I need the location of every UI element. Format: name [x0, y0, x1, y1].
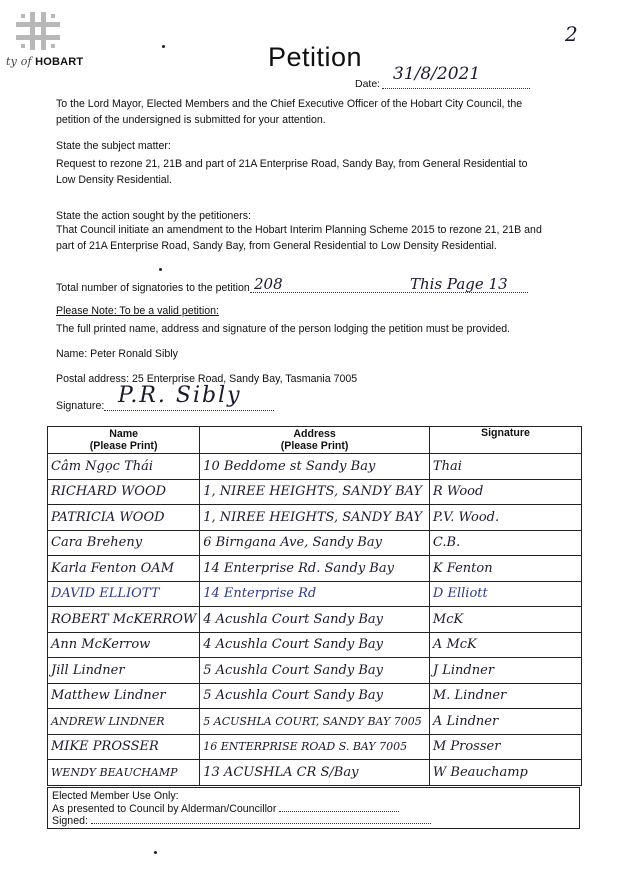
intro-line-2: petition of the undersigned is submitted for your attention. — [56, 114, 326, 126]
date-value: 31/8/2021 — [393, 64, 481, 84]
page-signatory-count: This Page 13 — [410, 275, 508, 293]
name-header-line-2: (Please Print) — [89, 440, 158, 452]
page-title: Petition — [268, 42, 363, 72]
signatory-name: WENDY BEAUCHAMP — [48, 760, 200, 786]
lodger-address-value: 25 Enterprise Road, Sandy Bay, Tasmania 7005 — [131, 373, 358, 385]
signatory-address: 1, NIREE HEIGHTS, SANDY BAY — [200, 505, 430, 531]
signatory-name: Ann McKerrow — [48, 632, 200, 658]
signatory-signature: A Lindner — [429, 709, 581, 735]
action-line-2: part of 21A Enterprise Road, Sandy Bay, from General Residential to Low Density Residential. — [56, 240, 497, 252]
signatory-signature: Thai — [429, 454, 581, 480]
signatory-signature: R Wood — [429, 479, 581, 505]
signatory-address: 14 Enterprise Rd — [200, 581, 430, 607]
lodger-name-value: Peter Ronald Sibly — [90, 348, 178, 360]
signatory-address: 4 Acushla Court Sandy Bay — [200, 632, 430, 658]
signatory-name: Cara Breheny — [48, 530, 200, 556]
table-row — [48, 505, 582, 531]
signatory-address: 14 Enterprise Rd. Sandy Bay — [200, 556, 430, 582]
signatory-address: 6 Birngana Ave, Sandy Bay — [200, 530, 430, 556]
signatory-signature: J Lindner — [429, 658, 581, 684]
table-row — [48, 454, 582, 480]
total-signatories-value: 208 — [254, 275, 283, 293]
total-signatories-label: Total number of signatories to the petition — [56, 282, 250, 294]
signatory-name: DAVID ELLIOTT — [48, 581, 200, 607]
subject-line-1: Request to rezone 21, 21B and part of 21A Enterprise Road, Sandy Bay, from General Residential to — [56, 158, 528, 170]
action-label: State the action sought by the petitioners: — [56, 210, 251, 222]
lodger-signature: P.R. Sibly — [118, 383, 242, 408]
member-signed-label: Signed: — [52, 815, 88, 827]
table-row — [48, 581, 582, 607]
table-row — [48, 658, 582, 684]
signatory-address: 16 ENTERPRISE ROAD S. BAY 7005 — [200, 734, 430, 760]
table-row — [48, 479, 582, 505]
table-row — [48, 556, 582, 582]
signatory-signature: McK — [429, 607, 581, 633]
signatory-address: 10 Beddome st Sandy Bay — [200, 454, 430, 480]
logo-text-main: HOBART — [35, 56, 84, 68]
scan-speck — [154, 851, 157, 854]
signatory-signature: P.V. Wood. — [429, 505, 581, 531]
signatory-address: 13 ACUSHLA CR S/Bay — [200, 760, 430, 786]
subject-text — [56, 156, 528, 188]
signatory-name: Karla Fenton OAM — [48, 556, 200, 582]
scan-speck — [159, 268, 162, 271]
table-row — [48, 683, 582, 709]
name-column-header — [48, 427, 200, 454]
signatory-signature: M. Lindner — [429, 683, 581, 709]
signatory-address: 5 Acushla Court Sandy Bay — [200, 683, 430, 709]
date-line — [382, 88, 530, 89]
logo-text-prefix: ty of — [6, 55, 32, 68]
signatory-signature: M Prosser — [429, 734, 581, 760]
signatory-name: Jill Lindner — [48, 658, 200, 684]
address-header-line-2: (Please Print) — [280, 440, 349, 452]
signatories-table — [47, 426, 582, 786]
member-presented-label: As presented to Council by Alderman/Councillor — [52, 802, 277, 815]
signatory-address: 5 Acushla Court Sandy Bay — [200, 658, 430, 684]
signature-column-header: Signature — [429, 427, 581, 454]
lodger-signature-label: Signature: — [56, 400, 105, 412]
address-column-header — [200, 427, 430, 454]
address-header-line-1: Address — [293, 428, 336, 440]
signatory-address: 5 ACUSHLA COURT, SANDY BAY 7005 — [200, 709, 430, 735]
signatory-signature: K Fenton — [429, 556, 581, 582]
signatory-signature: C.B. — [429, 530, 581, 556]
signatory-signature: W Beauchamp — [429, 760, 581, 786]
signatory-name: RICHARD WOOD — [48, 479, 200, 505]
name-header-line-1: Name — [109, 428, 139, 440]
table-row — [48, 734, 582, 760]
page-number: 2 — [565, 22, 578, 46]
intro-line-1: To the Lord Mayor, Elected Members and the Chief Executive Officer of the Hobart City Council, the — [56, 98, 523, 110]
signatory-name: PATRICIA WOOD — [48, 505, 200, 531]
signatory-name: MIKE PROSSER — [48, 734, 200, 760]
signatory-name: Câm Ngọc Thái — [48, 454, 200, 480]
city-logo-text — [6, 55, 83, 68]
intro-text — [56, 96, 522, 128]
lodger-name — [56, 348, 178, 360]
table-header-row — [48, 427, 582, 454]
signatories-body — [48, 454, 582, 786]
signatory-signature: D Elliott — [429, 581, 581, 607]
signatory-address: 1, NIREE HEIGHTS, SANDY BAY — [200, 479, 430, 505]
city-logo-icon — [16, 12, 60, 50]
signatory-address: 4 Acushla Court Sandy Bay — [200, 607, 430, 633]
member-presented-line — [279, 811, 399, 812]
signatory-name: ANDREW LINDNER — [48, 709, 200, 735]
table-row — [48, 530, 582, 556]
validity-note-text: The full printed name, address and signature of the person lodging the petition must be provided. — [56, 323, 511, 335]
signatory-name: ROBERT McKERROW — [48, 607, 200, 633]
signatory-signature: A McK — [429, 632, 581, 658]
scan-speck — [162, 45, 165, 48]
subject-label: State the subject matter: — [56, 140, 171, 152]
member-presented-by — [52, 803, 575, 816]
elected-member-box — [47, 787, 580, 829]
table-row — [48, 709, 582, 735]
validity-note-heading: Please Note: To be a valid petition: — [56, 305, 219, 317]
table-row — [48, 760, 582, 786]
lodger-name-label: Name: — [56, 348, 88, 360]
table-row — [48, 632, 582, 658]
member-signed-line — [91, 823, 431, 824]
lodger-signature-line — [104, 410, 274, 411]
signatory-name: Matthew Lindner — [48, 683, 200, 709]
member-signed — [52, 815, 575, 828]
member-use-heading: Elected Member Use Only: — [52, 790, 179, 802]
action-text — [56, 222, 542, 254]
date-label: Date: — [355, 78, 381, 90]
action-line-1: That Council initiate an amendment to the Hobart Interim Planning Scheme 2015 to rezone 21, 21B and — [56, 224, 542, 236]
subject-line-2: Low Density Residential. — [56, 174, 172, 186]
table-row — [48, 607, 582, 633]
lodger-address-label: Postal address: — [56, 373, 130, 385]
